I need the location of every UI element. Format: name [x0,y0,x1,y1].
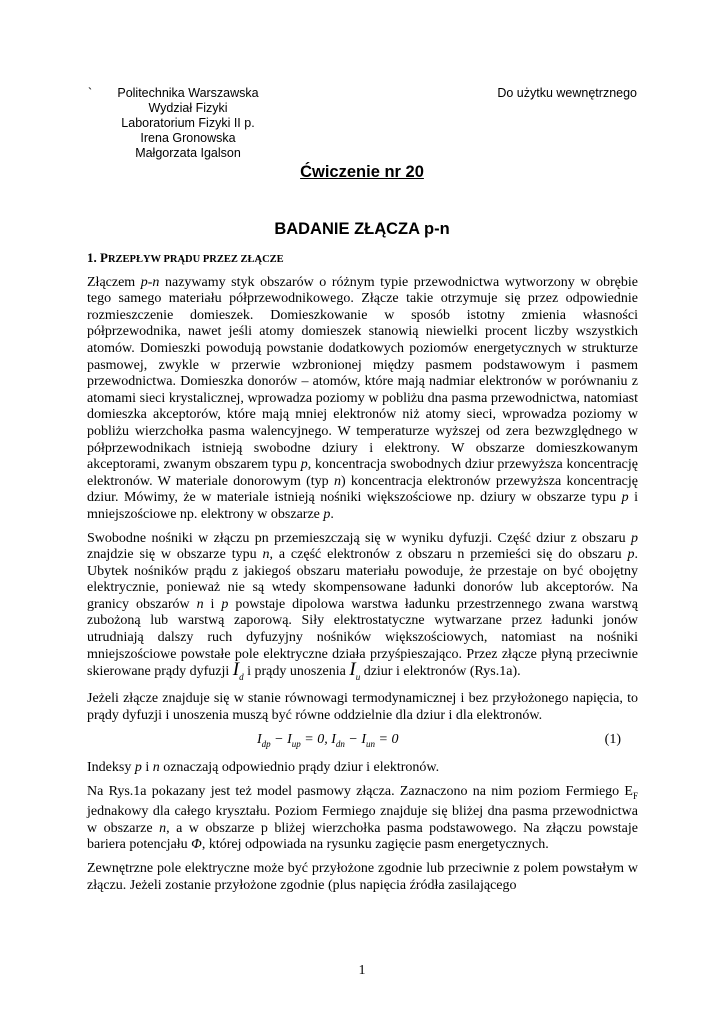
exercise-title: Ćwiczenie nr 20 [300,163,424,181]
institution-line: Laboratorium Fizyki II p. [121,116,255,130]
equation-1 [87,731,638,753]
page-number: 1 [358,963,366,978]
document-body [87,250,638,901]
paragraph: Złączem p-n nazywamy styk obszarów o różnym typie przewodnictwa wytworzony w obrębie tego samego materiału półprzewodnikowego. Złącze takie otrzymuje się przez odpowiednie rozmieszczenie domieszek. Domieszkowanie w sposób istotny zmienia własności półprzewodnika, nawet jeśli atomy domieszek stanowią niewielki procent liczby wszystkich atomów. Domieszki powodują powstanie dodatkowych poziomów energetycznych w strukturze pasmowej, zwykle w przerwie wzbronionej między pasmem podstawowym i pasmem przewodnictwa. Domieszka donorów – atomów, które mają nadmiar elektronów w porównaniu z atomami sieci krystalicznej, wprowadza poziomy w pobliżu dna pasma przewodnictwa, natomiast domieszka akceptorów, które mają mniej elektronów niż atomy sieci, wprowadza poziomy w pobliżu wierzchołka pasma walencyjnego. W temperaturze wyższej od zera bezwzględnego w półprzewodnikach istnieją swobodne dziury i elektrony. W obszarze domieszkowanym akceptorami, zwanym obszarem typu p, koncentracja swobodnych dziur przewyższa koncentrację elektronów. W materiale donorowym (typ n) koncentracja elektronów przewyższa koncentrację dziur. Mówimy, że w materiale istnieją nośniki większościowe np. dziury w obszarze typu p i mniejszościowe np. elektrony w obszarze p. [87,274,639,522]
paragraph: Zewnętrzne pole elektryczne może być przyłożone zgodnie lub przeciwnie z polem powstałym w złączu. Jeżeli zostanie przyłożone zgodnie (plus napięcia źródła zasilającego [87,861,638,893]
institution-line: Wydział Fizyki [148,101,228,115]
paragraph: Indeksy p i n oznaczają odpowiednio prądy dziur i elektronów. [87,760,440,776]
paragraph: Jeżeli złącze znajduje się w stanie równowagi termodynamicznej i bez przyłożonego napięcia, to prądy dyfuzji i unoszenia muszą być równe oddzielnie dla dziur i dla elektronów. [87,691,638,723]
equation-body: $I_{dp} - I_{up} = 0$, $I_{dn} - I_{un} = 0$ [257,732,399,750]
author-line: Irena Gronowska [140,131,236,145]
institution-block [88,86,288,161]
stray-mark: ` [88,86,93,100]
potential-barrier-symbol: Φ [191,837,202,853]
author-line: Małgorzata Igalson [135,146,241,160]
drift-current-symbol: $I_u$ [349,659,361,683]
section-heading: 1. PRZEPŁYW PRĄDU PRZEZ ZŁĄCZE [87,250,284,265]
paragraph: Na Rys.1a pokazany jest też model pasmowy złącza. Zaznaczono na nim poziom Fermiego $E_F$ jednakowy dla całego kryształu. Poziom Fermiego znajduje się bliżej dna pasma przewodnictwa w obszarze n, a w obszarze p bliżej wierzchołka pasma podstawowego. Na złączu powstaje bariera potencjału Φ, której odpowiada na rysunku zagięcie pasm energetycznych. [87,783,639,853]
equation-number: (1) [604,732,621,748]
diffusion-current-symbol: $I_d$ [232,659,244,683]
institution-line: Politechnika Warszawska [117,86,259,100]
internal-use-note: Do użytku wewnętrznego [497,86,637,100]
paragraph: Swobodne nośniki w złączu pn przemieszczają się w wyniku dyfuzji. Część dziur z obszaru p znajdzie się w obszarze typu n, a część elektronów z obszaru n przemieści się do obszaru p. Ubytek nośników prądu z jakiegoś obszaru materiału powoduje, że przestaje on być obojętny elektrycznie, ponieważ nie są wtedy skompensowane ładunki donorów lub akceptorów. Na granicy obszarów n i p powstaje dipolowa warstwa ładunku przestrzennego zwana warstwą zubożoną lub warstwą zaporową. Siły elektrostatyczne wytwarzane przez ładunki jonów utrudniają dalszy ruch dyfuzyjny nośników większościowych, natomiast na nośniki mniejszościowe powstałe pole elektryczne działa przyśpieszająco. Przez złącze płyną przeciwnie skierowane prądy dyfuzji $I_d$ i prądy unoszenia $I_u$ dziur i elektronów (Rys.1a). [87,530,638,683]
main-title: BADANIE ZŁĄCZA p-n [274,220,450,238]
